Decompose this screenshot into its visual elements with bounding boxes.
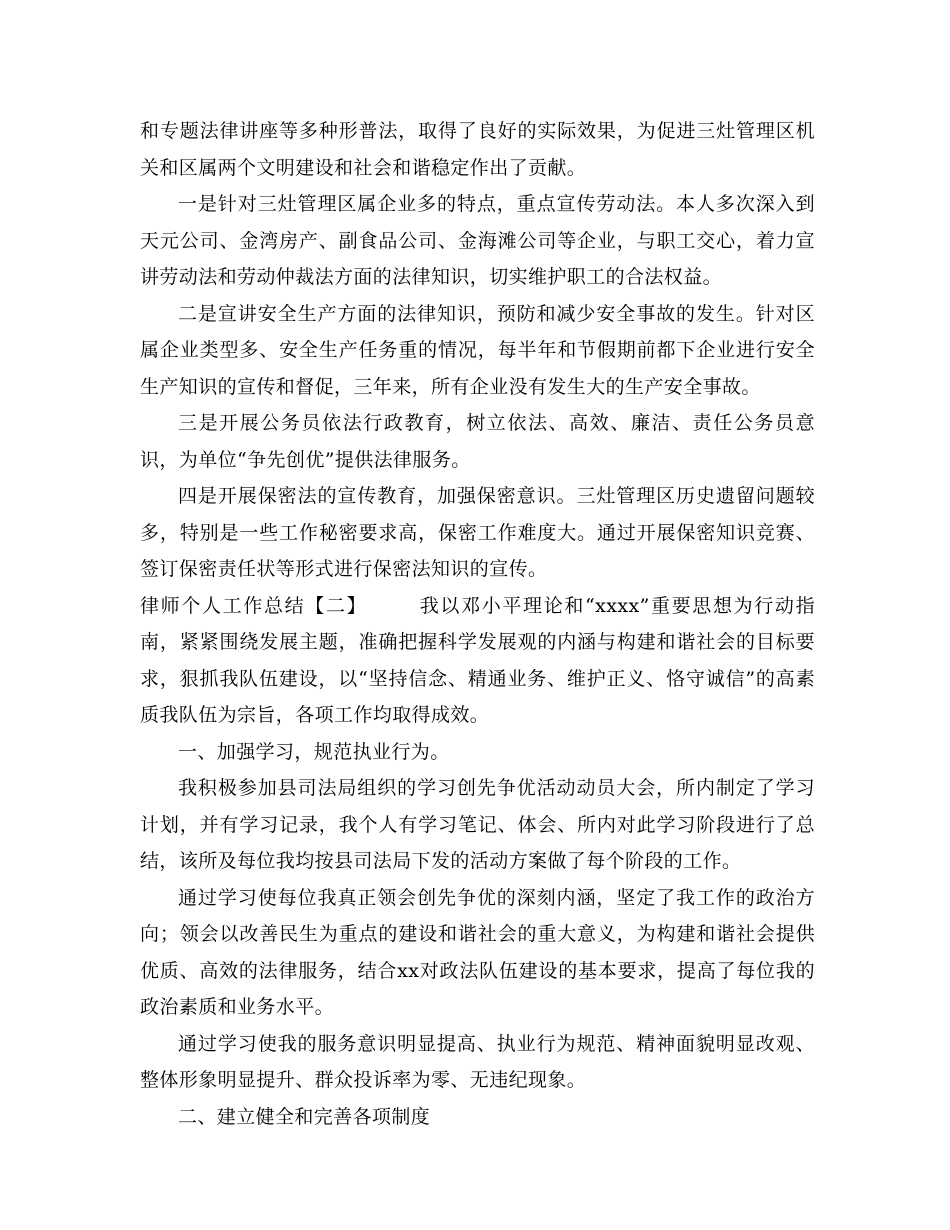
section-intro-text: 我以邓小平理论和“xxxx”重要思想为行动指南，紧紧围绕发展主题，准确把握科学发展观的内涵与构建和谐社会的目标要求，狠抓我队伍建设，以“坚持信念、精通业务、维护正义、恪守诚信”的高素质我队伍为宗旨，各项工作均取得成效。	[140, 594, 815, 726]
paragraph-safety-production: 二是宣讲安全生产方面的法律知识，预防和减少安全事故的发生。针对区属企业类型多、安全生产任务重的情况，每半年和节假期前都下企业进行安全生产知识的宣传和督促，三年来，所有企业没有发生大的生产安全事故。	[140, 302, 815, 398]
paragraph-study-meeting: 我积极参加县司法局组织的学习创先争优活动动员大会，所内制定了学习计划，并有学习记录，我个人有学习笔记、体会、所内对此学习阶段进行了总结，该所及每位我均按县司法局下发的活动方案做了每个阶段的工作。	[140, 777, 815, 872]
paragraph-study-outcome: 通过学习使每位我真正领会创先争优的深刻内涵，坚定了我工作的政治方向；领会以改善民生为重点的建设和谐社会的重大意义，为构建和谐社会提供优质、高效的法律服务，结合xx对政法队伍建设的基本要求，提高了每位我的政治素质和业务水平。	[140, 886, 815, 1018]
subheading-systems: 二、建立健全和完善各项制度	[178, 1105, 431, 1128]
paragraph-confidentiality: 四是开展保密法的宣传教育，加强保密意识。三灶管理区历史遗留问题较多，特别是一些工作秘密要求高，保密工作难度大。通过开展保密知识竞赛、签订保密责任状等形式进行保密法知识的宣传。	[140, 485, 815, 580]
section-gap	[358, 595, 420, 617]
document-body	[140, 113, 815, 1135]
subheading-study: 一、加强学习，规范执业行为。	[178, 740, 450, 763]
paragraph-continuation: 和专题法律讲座等多种形普法，取得了良好的实际效果，为促进三灶管理区机关和区属两个文明建设和社会和谐稳定作出了贡献。	[140, 120, 815, 179]
section-two-paragraph	[140, 588, 815, 734]
paragraph-civil-servant: 三是开展公务员依法行政教育，树立依法、高效、廉洁、责任公务员意识，为单位“争先创优”提供法律服务。	[140, 412, 815, 471]
section-heading: 律师个人工作总结【二】	[140, 594, 358, 617]
paragraph-service-awareness: 通过学习使我的服务意识明显提高、执业行为规范、精神面貌明显改观、整体形象明显提升、群众投诉率为零、无违纪现象。	[140, 1032, 815, 1091]
paragraph-labor-law: 一是针对三灶管理区属企业多的特点，重点宣传劳动法。本人多次深入到天元公司、金湾房产、副食品公司、金海滩公司等企业，与职工交心，着力宣讲劳动法和劳动仲裁法方面的法律知识，切实维护职工的合法权益。	[140, 193, 815, 288]
